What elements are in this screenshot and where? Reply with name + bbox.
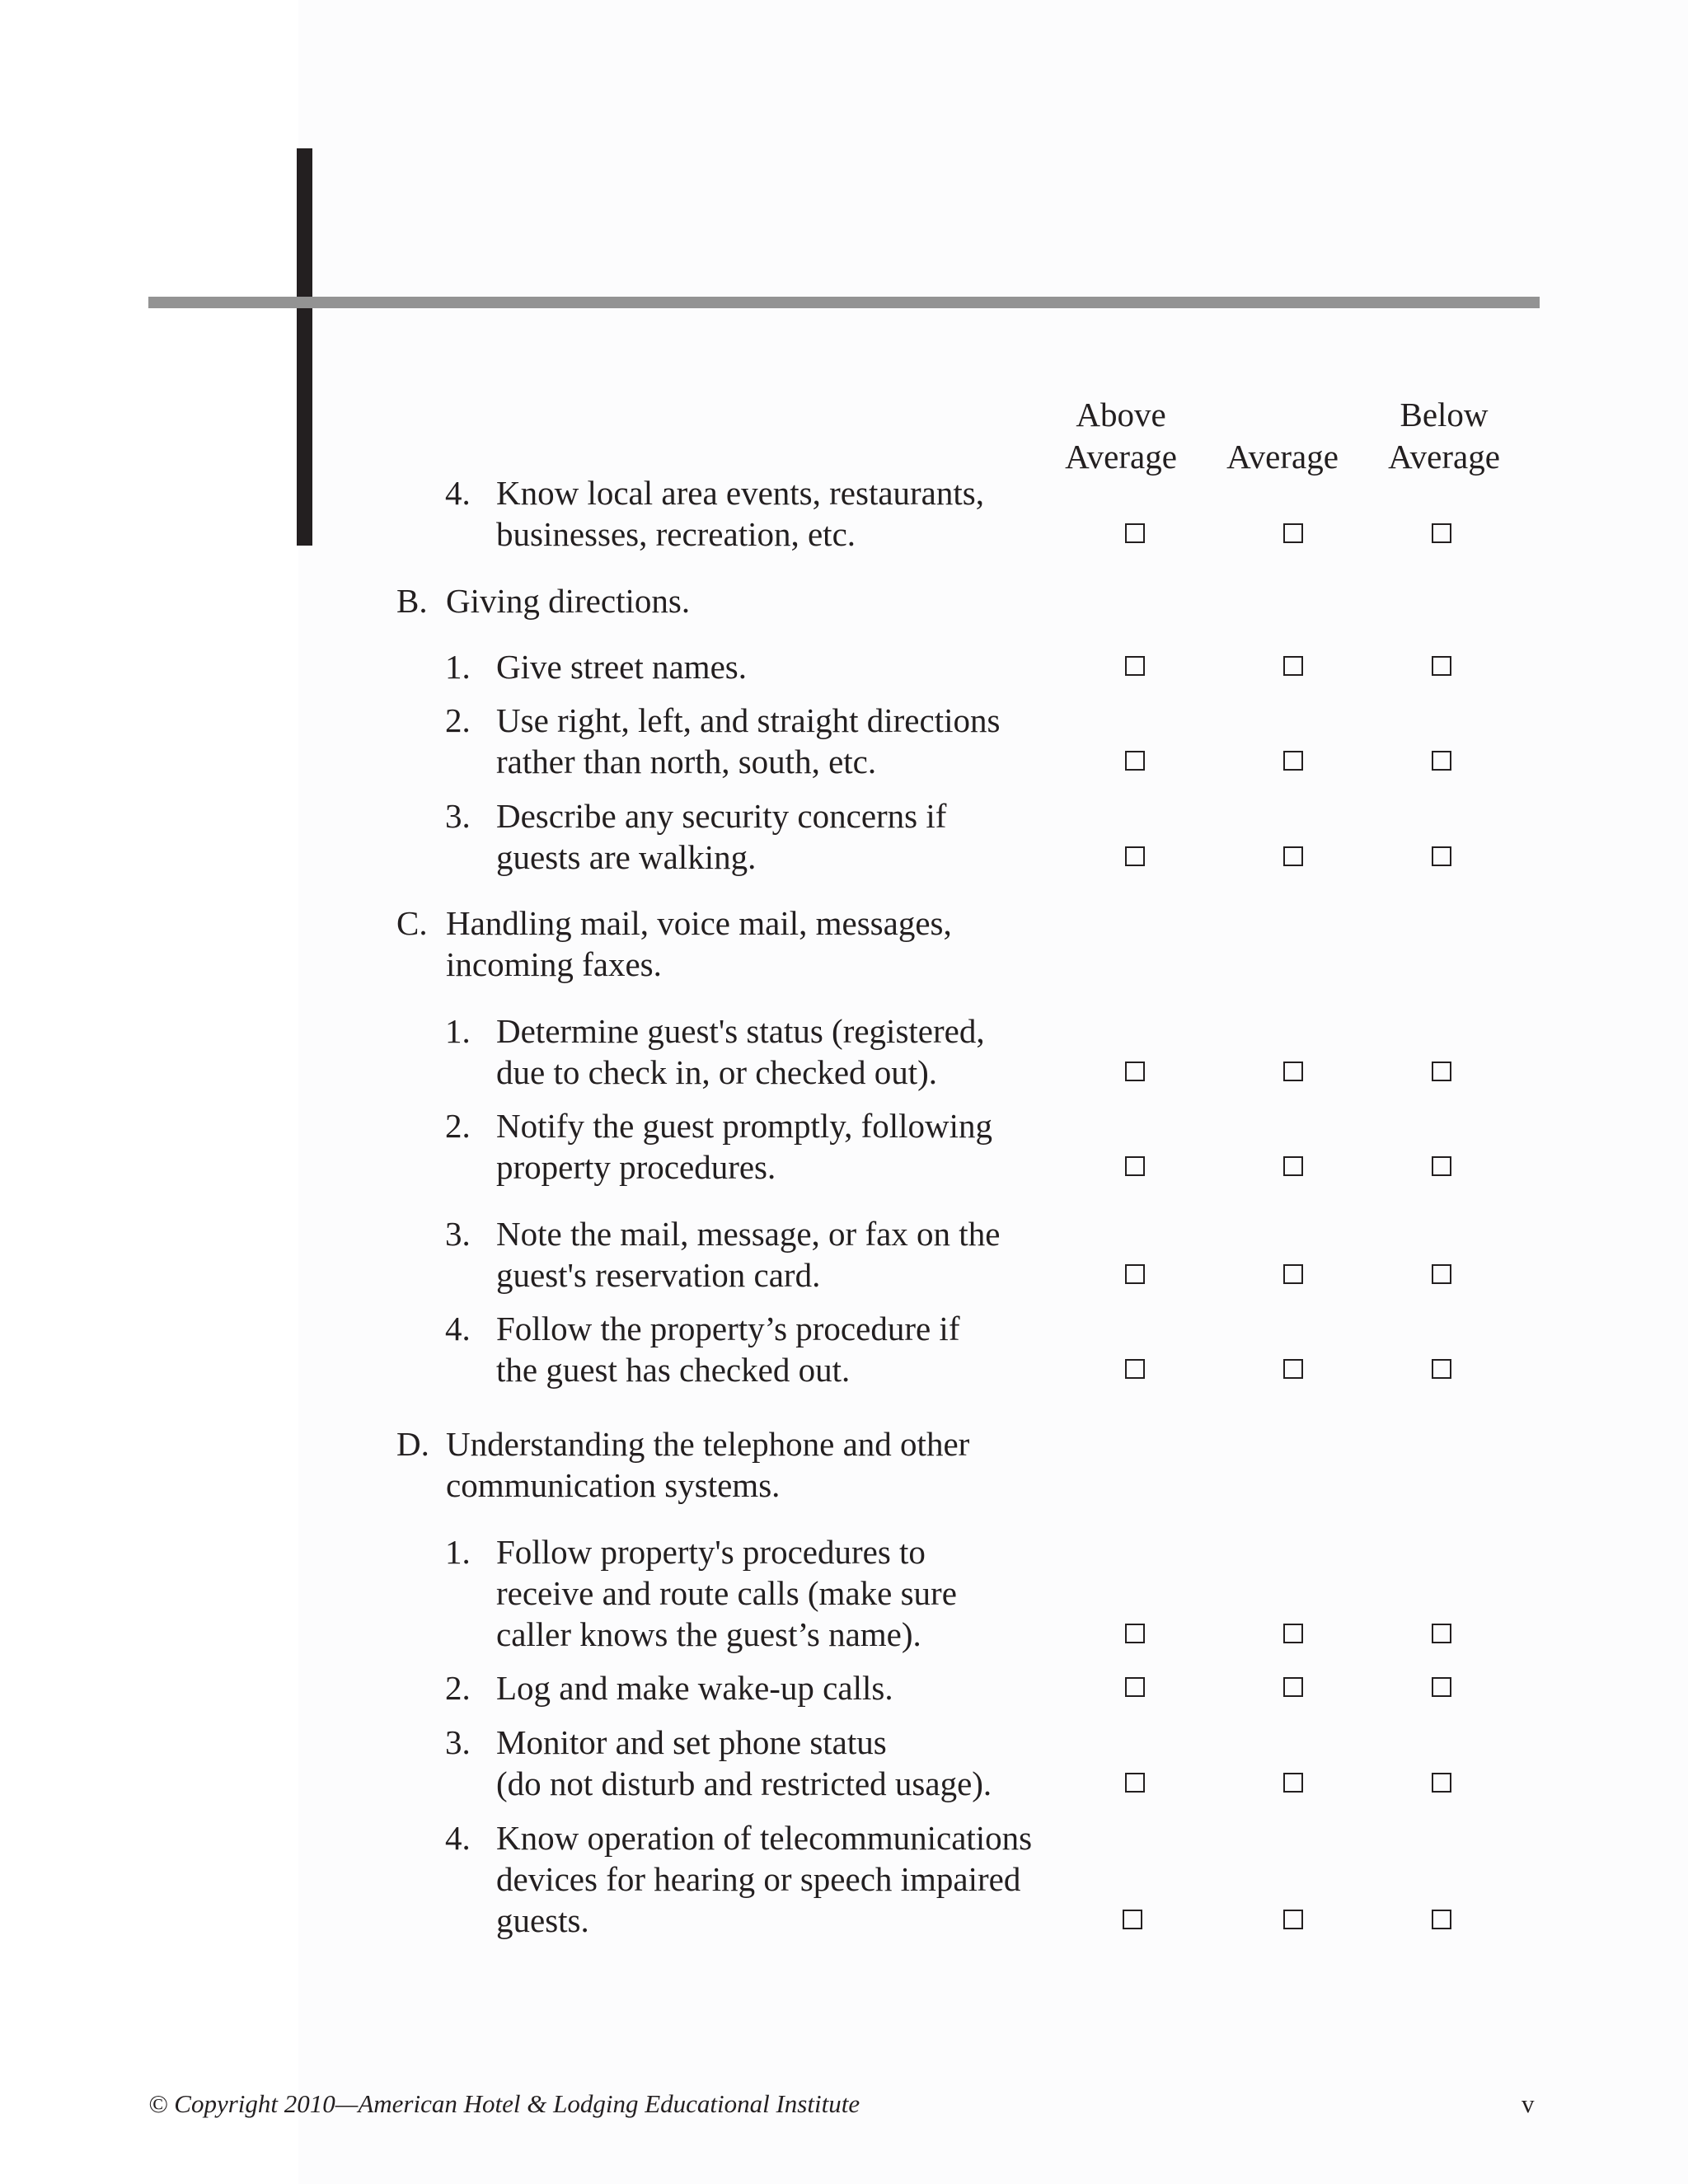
item-text: rather than north, south, etc. — [496, 743, 877, 780]
item-number: 3. — [445, 797, 471, 835]
item-text: Note the mail, message, or fax on the — [496, 1215, 1001, 1253]
item-text: devices for hearing or speech impaired — [496, 1860, 1021, 1898]
rating-checkbox-below-average[interactable] — [1432, 523, 1451, 543]
item-number: 2. — [445, 1107, 471, 1145]
rating-checkbox-below-average[interactable] — [1432, 1773, 1451, 1793]
item-text: Monitor and set phone status — [496, 1723, 887, 1761]
item-number: 1. — [445, 648, 471, 686]
rating-checkbox-average[interactable] — [1283, 1264, 1303, 1284]
column-header-line: Average — [1226, 438, 1339, 476]
rating-checkbox-below-average[interactable] — [1432, 1062, 1451, 1081]
section-title: Understanding the telephone and other — [446, 1425, 970, 1463]
rating-checkbox-above-average[interactable] — [1125, 1624, 1145, 1643]
rating-checkbox-average[interactable] — [1283, 1062, 1303, 1081]
item-number: 3. — [445, 1723, 471, 1761]
rating-checkbox-average[interactable] — [1283, 1359, 1303, 1379]
page-number: v — [1522, 2089, 1535, 2118]
item-number: 3. — [445, 1215, 471, 1253]
item-text: due to check in, or checked out). — [496, 1053, 938, 1091]
rating-checkbox-above-average[interactable] — [1125, 751, 1145, 771]
item-text: guests. — [496, 1901, 589, 1939]
item-text: the guest has checked out. — [496, 1351, 851, 1389]
rating-checkbox-below-average[interactable] — [1432, 1624, 1451, 1643]
column-header-line: Above — [1076, 396, 1166, 434]
section-title: communication systems. — [446, 1466, 781, 1504]
rating-checkbox-above-average[interactable] — [1125, 1677, 1145, 1697]
item-text: Follow the property’s procedure if — [496, 1310, 960, 1347]
column-header-below-average — [1378, 387, 1510, 478]
item-text: Log and make wake-up calls. — [496, 1669, 893, 1707]
rating-checkbox-below-average[interactable] — [1432, 846, 1451, 866]
copyright-footer: © Copyright 2010—American Hotel & Lodging Educational Institute — [148, 2089, 860, 2118]
rating-checkbox-average[interactable] — [1283, 1156, 1303, 1176]
section-title: Giving directions. — [446, 582, 691, 620]
section-title: Handling mail, voice mail, messages, — [446, 904, 952, 942]
item-text: Know operation of telecommunications — [496, 1819, 1033, 1857]
rating-checkbox-above-average[interactable] — [1125, 1773, 1145, 1793]
item-number: 2. — [445, 701, 471, 739]
rating-checkbox-above-average[interactable] — [1125, 656, 1145, 676]
section-letter: C. — [396, 904, 428, 942]
rating-checkbox-below-average[interactable] — [1432, 1264, 1451, 1284]
item-text: Know local area events, restaurants, — [496, 474, 984, 512]
item-text: Describe any security concerns if — [496, 797, 947, 835]
rating-checkbox-average[interactable] — [1283, 1773, 1303, 1793]
rating-checkbox-above-average[interactable] — [1125, 1359, 1145, 1379]
rating-checkbox-below-average[interactable] — [1432, 1156, 1451, 1176]
item-text: Use right, left, and straight directions — [496, 701, 1001, 739]
item-number: 4. — [445, 1310, 471, 1347]
section-letter: D. — [396, 1425, 429, 1463]
rating-checkbox-average[interactable] — [1283, 1677, 1303, 1697]
rating-checkbox-above-average[interactable] — [1125, 1062, 1145, 1081]
column-header-line: Below — [1400, 396, 1489, 434]
column-header-average — [1217, 387, 1348, 478]
item-number: 1. — [445, 1533, 471, 1571]
rating-checkbox-average[interactable] — [1283, 751, 1303, 771]
section-title: incoming faxes. — [446, 945, 662, 983]
rating-checkbox-below-average[interactable] — [1432, 1910, 1451, 1929]
rating-checkbox-average[interactable] — [1283, 1624, 1303, 1643]
rating-checkbox-average[interactable] — [1283, 1910, 1303, 1929]
column-header-line: Average — [1065, 438, 1177, 476]
rating-checkbox-above-average[interactable] — [1123, 1910, 1142, 1929]
item-text: businesses, recreation, etc. — [496, 515, 856, 553]
item-text: receive and route calls (make sure — [496, 1574, 957, 1612]
item-text: (do not disturb and restricted usage). — [496, 1765, 992, 1802]
rating-checkbox-average[interactable] — [1283, 846, 1303, 866]
item-number: 4. — [445, 474, 471, 512]
item-number: 1. — [445, 1012, 471, 1050]
rating-checkbox-above-average[interactable] — [1125, 1264, 1145, 1284]
item-text: guest's reservation card. — [496, 1256, 821, 1294]
column-header-line: Average — [1388, 438, 1500, 476]
item-number: 4. — [445, 1819, 471, 1857]
rating-checkbox-below-average[interactable] — [1432, 751, 1451, 771]
rating-checkbox-below-average[interactable] — [1432, 656, 1451, 676]
item-text: Follow property's procedures to — [496, 1533, 926, 1571]
horizontal-rule — [148, 297, 1540, 308]
item-text: Give street names. — [496, 648, 747, 686]
item-text: property procedures. — [496, 1148, 776, 1186]
rating-checkbox-below-average[interactable] — [1432, 1359, 1451, 1379]
vertical-rule — [297, 148, 312, 546]
rating-checkbox-average[interactable] — [1283, 656, 1303, 676]
column-header-above-average — [1055, 387, 1187, 478]
rating-checkbox-above-average[interactable] — [1125, 846, 1145, 866]
rating-checkbox-below-average[interactable] — [1432, 1677, 1451, 1697]
item-number: 2. — [445, 1669, 471, 1707]
rating-checkbox-above-average[interactable] — [1125, 1156, 1145, 1176]
rating-checkbox-average[interactable] — [1283, 523, 1303, 543]
rating-checkbox-above-average[interactable] — [1125, 523, 1145, 543]
item-text: Determine guest's status (registered, — [496, 1012, 985, 1050]
item-text: caller knows the guest’s name). — [496, 1615, 921, 1653]
item-text: Notify the guest promptly, following — [496, 1107, 993, 1145]
section-letter: B. — [396, 582, 428, 620]
item-text: guests are walking. — [496, 838, 757, 876]
